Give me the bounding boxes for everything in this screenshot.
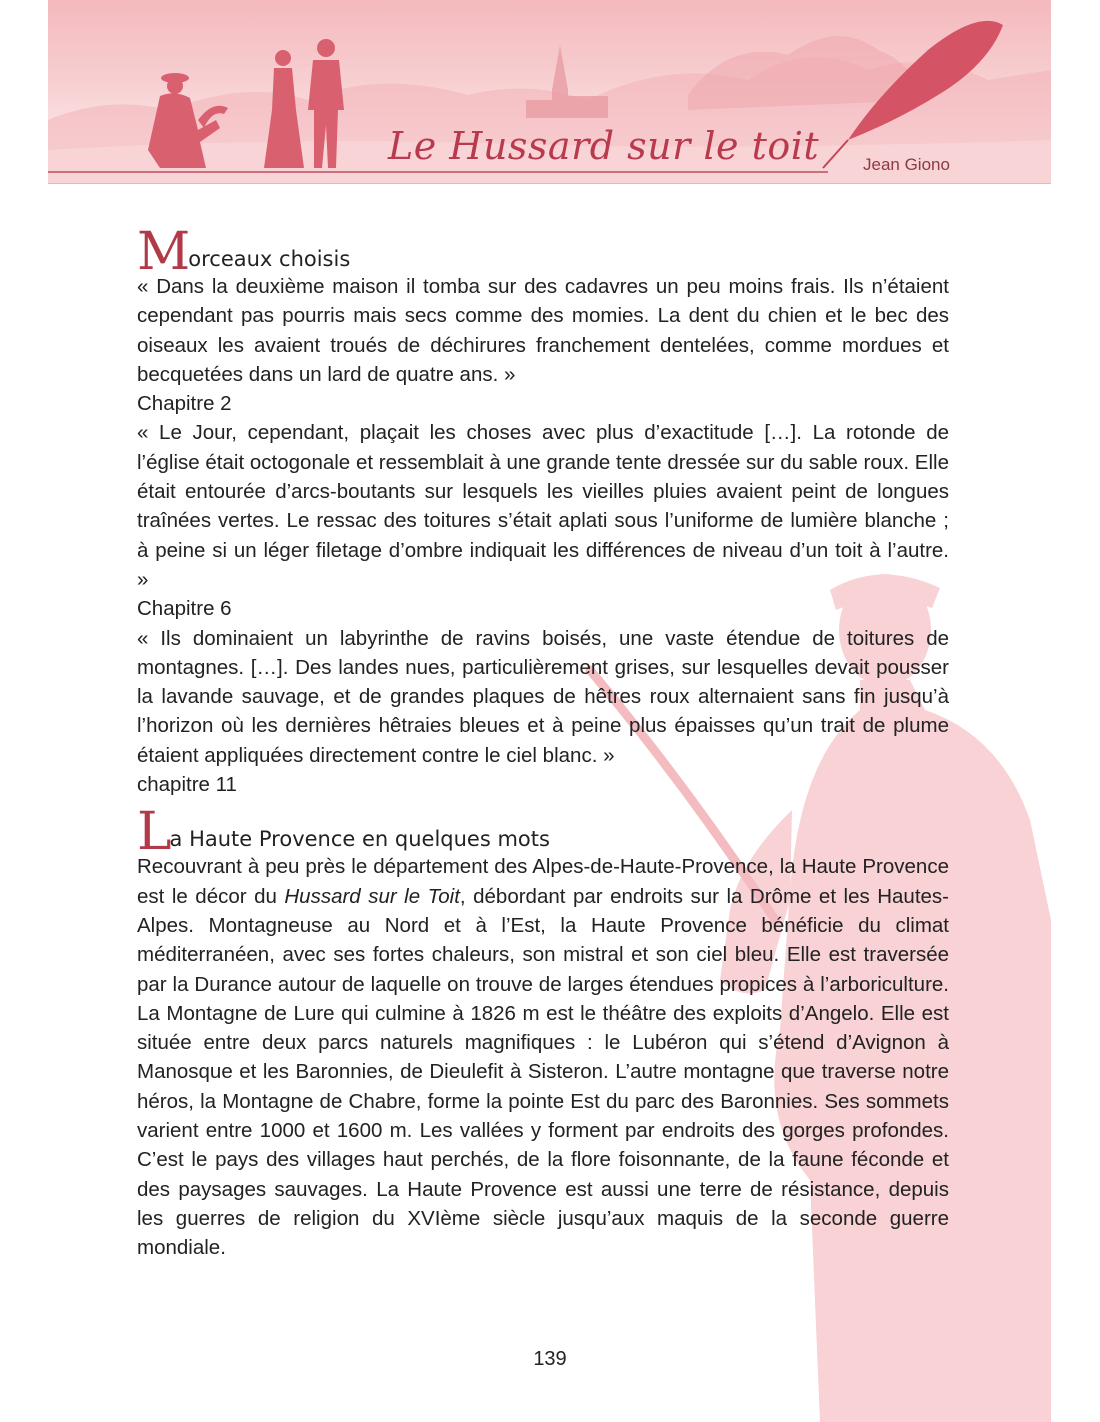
quote-paragraph: « Ils dominaient un labyrinthe de ravins boisés, une vaste étendue de toitures de montagnes. […]. Des landes nues, particulièrement grises, sur lesquelles devait pousser la lavande sauvage, et de grandes plaques de hêtres roux alternaient sans fin jusqu’à l’horizon où les dernières hêtraies bleues et à peine plus épaisses qu’un trait de plume étaient appliquées directement contre le ciel blanc. »	[137, 626, 949, 767]
page-number: 139	[533, 1348, 567, 1370]
paragraph-text: , débordant par endroits sur la Drôme et les Hautes-Alpes. Montagneuse au Nord et à l’Est, la Haute Provence bénéficie du climat méditerranéen, avec ses fortes chaleurs, son mistral et son ciel bleu. Elle est traversée par la Durance autour de laquelle on trouve de larges étendues propices à l’arboriculture. La Montagne de Lure qui culmine à 1826 m est le théâtre des exploits d’Angelo. Elle est située entre deux parcs naturels magnifiques : le Lubéron qui s’étend d’Avignon à Manosque et les Baronnies, de Dieulefit à Sisteron. L’autre montagne que traverse notre héros, la Montagne de Chabre, forme la pointe Est du parc des Baronnies. Ses sommets varient entre 1000 et 1600 m. Les vallées y forment par endroits des gorges profondes. C’est le pays des villages haut perchés, de la flore foisonnante, de la faune féconde et des paysages sauvages. La Haute Provence est aussi une terre de résistance, depuis les guerres de religion du XVIème siècle jusqu’aux maquis de la seconde guerre mondiale.	[137, 884, 949, 1260]
section-heading-morceaux	[137, 222, 949, 282]
chapter-reference: Chapitre 2	[137, 392, 232, 416]
page-content	[137, 222, 949, 1263]
heading-text: orceaux choisis	[188, 247, 351, 271]
chapter-reference: chapitre 11	[137, 773, 237, 797]
chapter-reference: Chapitre 6	[137, 597, 232, 621]
church-silhouette	[526, 45, 608, 118]
page-margin-right	[1051, 0, 1100, 1422]
quote-paragraph: « Le Jour, cependant, plaçait les choses avec plus d’exactitude […]. La rotonde de l’église était octogonale et ressemblait à une grande tente dressée sur du sable roux. Elle était entourée d’arcs-boutants sur lesquels les vieilles pluies avaient peint de longues traînées vertes. Le ressac des toitures s’était aplati sous l’uniforme de lumière blanche ; à peine si un léger filetage d’ombre indiquait les différences de niveau d’un toit à l’autre. »	[137, 421, 949, 591]
title-underline	[48, 171, 828, 173]
quote-paragraph: « Dans la deuxième maison il tomba sur des cadavres un peu moins frais. Ils n’étaient cependant pas pourris mais secs comme des momies. La dent du chien et le bec des oiseaux les avaient troués de déchirures franchement dentelées, comme mordues et becquetées dans un lard de quatre ans. »	[137, 275, 949, 386]
book-title-italic: Hussard sur le Toit	[284, 884, 460, 908]
page-margin-left	[0, 0, 48, 1422]
paragraph-text: Recouvrant à peu près le département des Alpes-de-Haute-Provence, la Haute Provence est le décor du	[137, 855, 949, 908]
section-spacer	[137, 799, 949, 812]
provence-paragraph	[137, 852, 949, 1262]
dropcap: M	[137, 222, 189, 282]
dropcap: L	[137, 802, 170, 863]
author-name: Jean Giono	[863, 155, 950, 174]
banner-divider	[48, 183, 1051, 184]
section-heading-provence	[137, 802, 949, 863]
book-title: Le Hussard sur le toit	[388, 124, 820, 168]
header-banner	[48, 0, 1051, 183]
heading-text: a Haute Provence en quelques mots	[169, 827, 550, 852]
